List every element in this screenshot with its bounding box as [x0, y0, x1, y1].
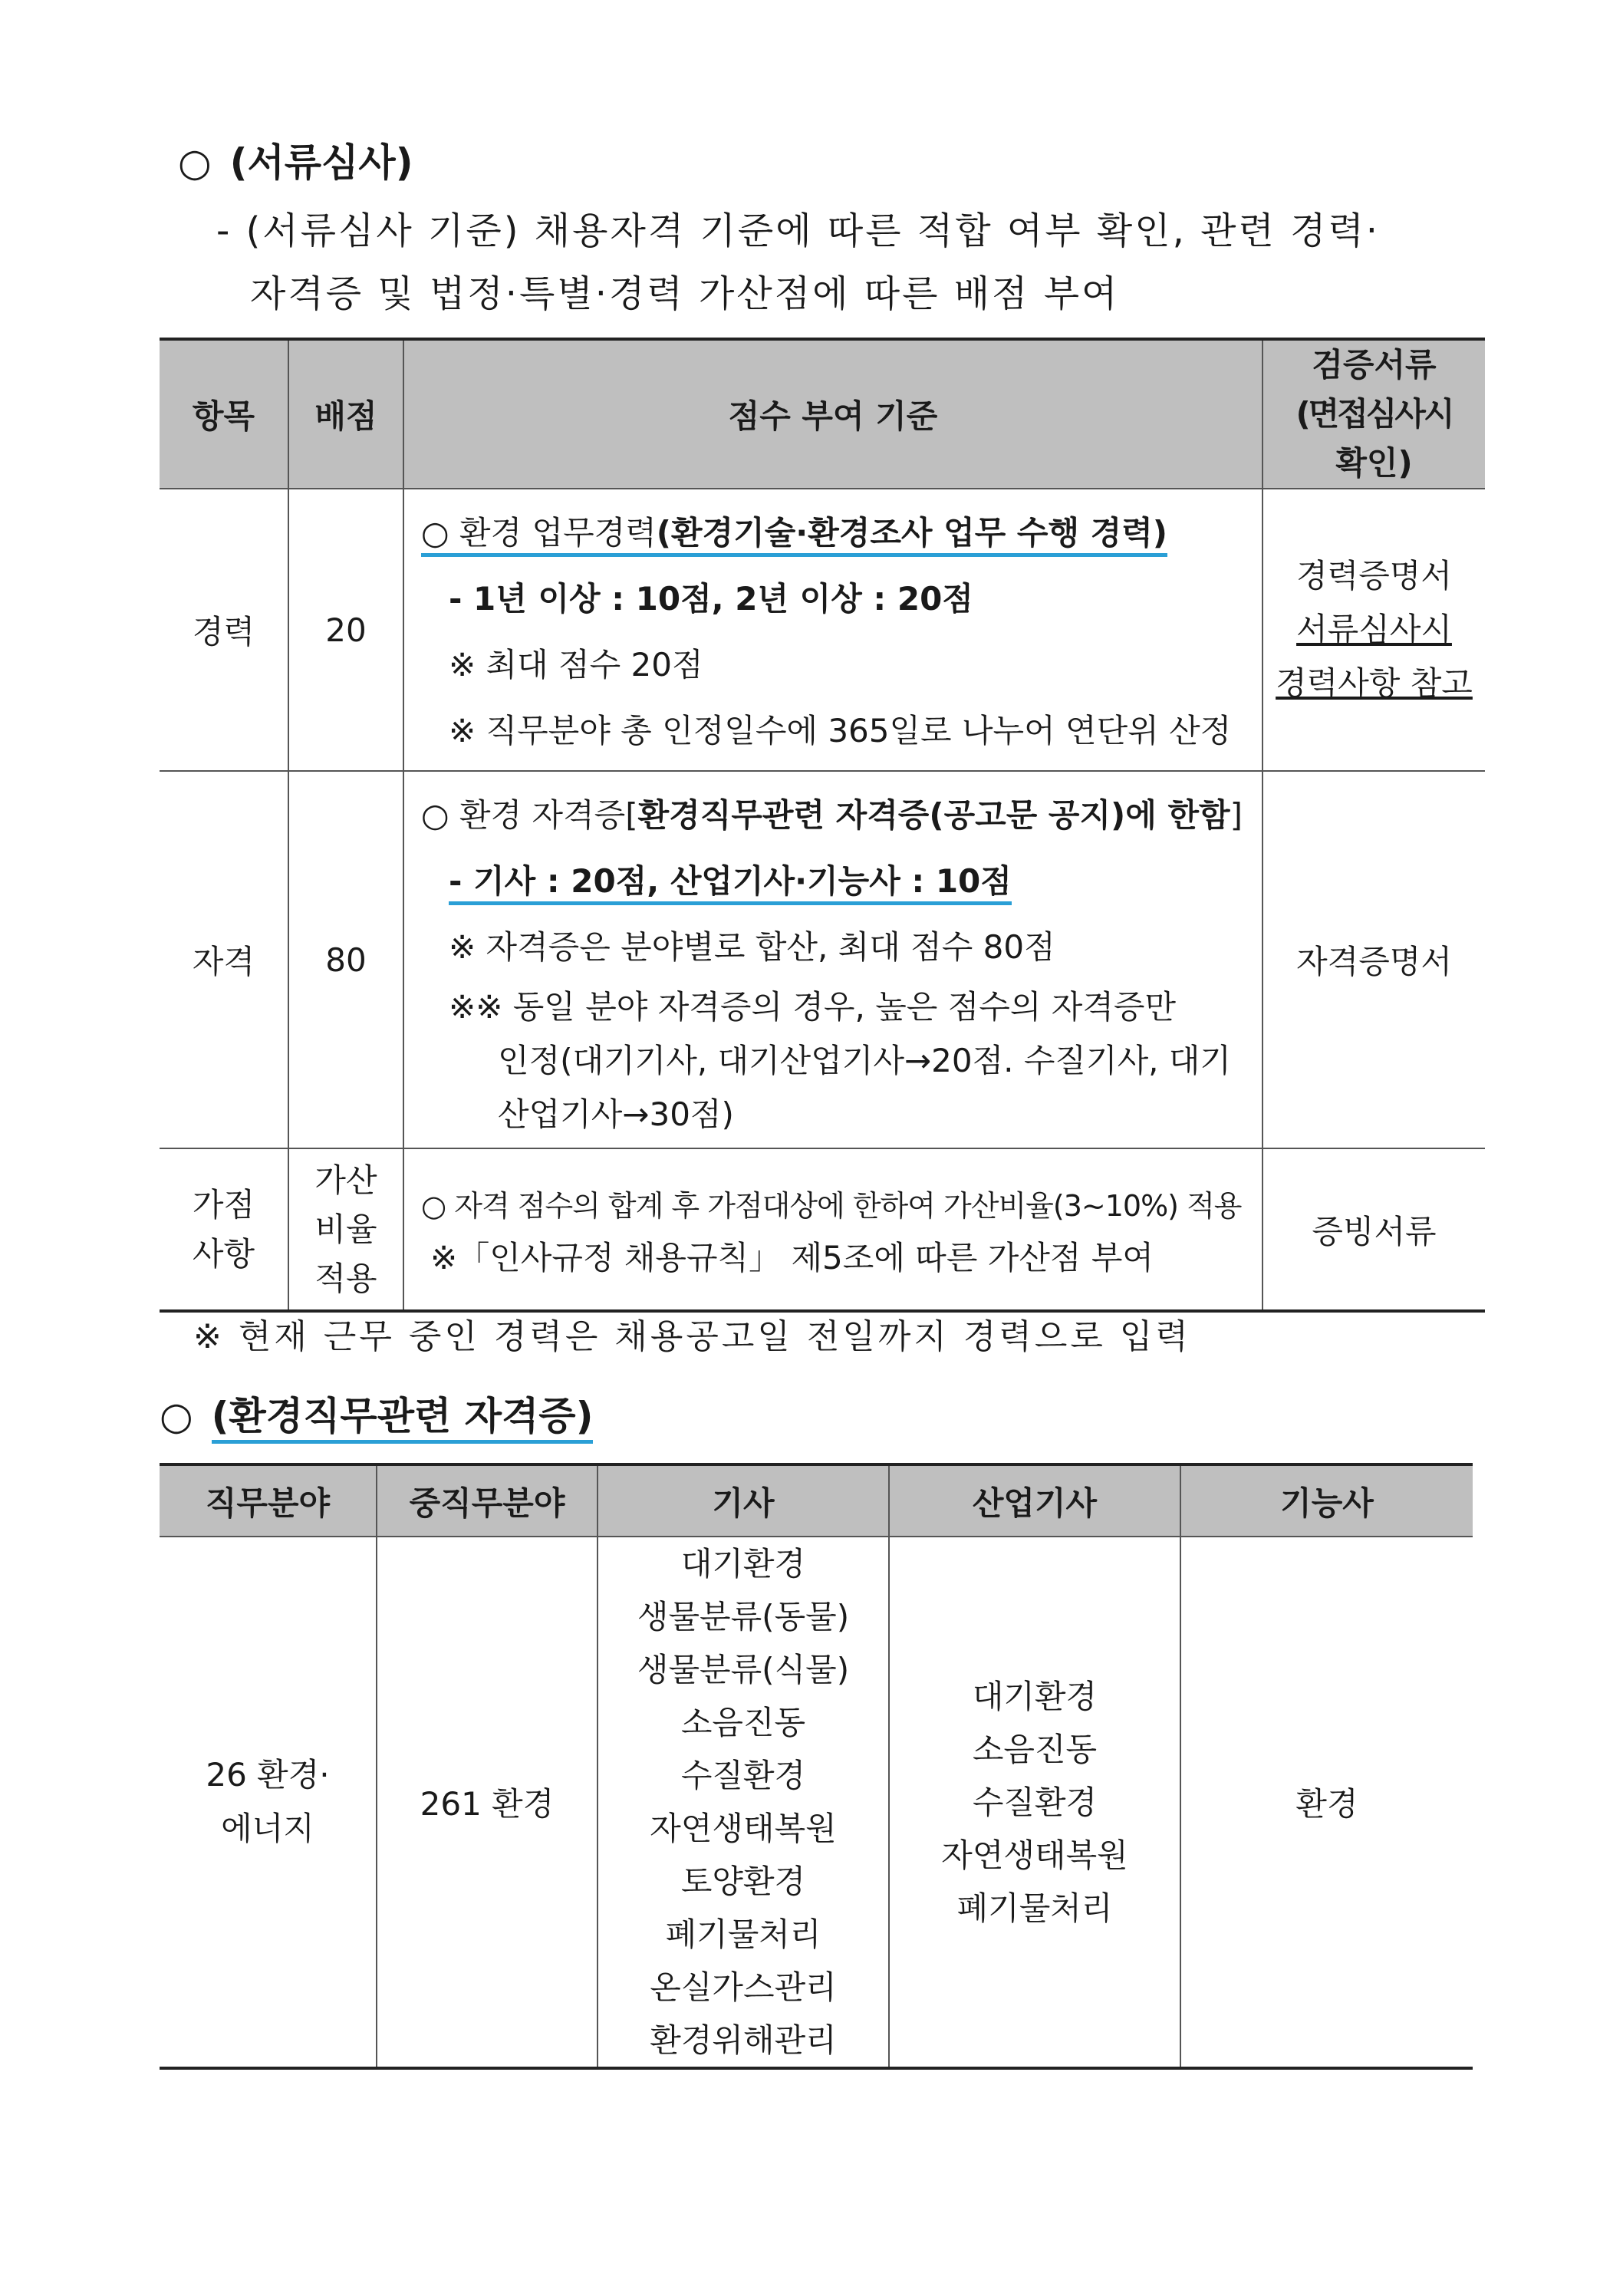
field-line1: 26 환경·	[206, 1756, 330, 1794]
license-criteria-line1	[421, 782, 1249, 848]
license-criteria-prefix: ○ 환경 자격증[	[421, 796, 638, 834]
bonus-docs: 증빙서류	[1263, 1148, 1485, 1311]
license-criteria-line6: 산업기사→30점)	[498, 1095, 734, 1133]
list-item: 대기환경	[972, 1677, 1098, 1715]
industrial-engineer-list	[889, 1537, 1180, 2068]
section2-heading-text: (환경직무관련 자격증)	[212, 1394, 594, 1444]
career-docs-line1: 경력증명서	[1296, 557, 1452, 595]
header-field: 직무분야	[160, 1464, 377, 1537]
list-item: 온실가스관리	[650, 1968, 837, 2006]
bonus-score-line1: 가산	[314, 1161, 377, 1199]
license-criteria-bold: 환경직무관련 자격증(공고문 공지)에 한함	[637, 796, 1230, 834]
list-item: 소음진동	[680, 1704, 806, 1741]
license-table-header-row	[160, 1464, 1473, 1537]
header-subfield: 중직무분야	[377, 1464, 598, 1537]
career-docs-line3: 경력사항 참고	[1276, 664, 1473, 702]
header-criteria: 점수 부여 기준	[403, 339, 1263, 489]
bonus-criteria-line1: ○ 자격 점수의 합계 후 가점대상에 한하여 가산비율(3~10%) 적용	[421, 1188, 1242, 1223]
license-docs: 자격증명서	[1263, 771, 1485, 1148]
bonus-score-line2: 비율	[314, 1210, 377, 1248]
header-docs	[1263, 339, 1485, 489]
list-item: 수질환경	[972, 1783, 1098, 1821]
header-docs-line1: 검증서류	[1312, 346, 1437, 384]
table-row-career	[160, 489, 1485, 771]
field-line2: 에너지	[221, 1810, 314, 1847]
header-score: 배점	[288, 339, 403, 489]
list-item: 수질환경	[680, 1757, 806, 1794]
career-docs	[1263, 489, 1485, 771]
career-criteria-prefix: ○ 환경 업무경력	[421, 514, 657, 552]
list-item: 생물분류(동물)	[637, 1598, 850, 1636]
list-item: 생물분류(식물)	[637, 1651, 850, 1688]
subfield-cell: 261 환경	[377, 1537, 598, 2068]
header-industrial-engineer: 산업기사	[889, 1464, 1180, 1537]
section-heading-document-review	[178, 132, 413, 187]
header-docs-line3: 확인)	[1335, 444, 1413, 482]
list-item: 토양환경	[680, 1863, 806, 1900]
list-item: 소음진동	[972, 1730, 1098, 1768]
bonus-score-line3: 적용	[314, 1259, 377, 1297]
header-item: 항목	[160, 339, 288, 489]
header-docs-line2: (면접심사시	[1295, 395, 1453, 433]
bonus-score	[288, 1148, 403, 1311]
table-row-bonus	[160, 1148, 1485, 1311]
list-item: 대기환경	[680, 1545, 806, 1583]
career-input-note: ※ 현재 근무 중인 경력은 채용공고일 전일까지 경력으로 입력	[193, 1317, 1191, 1356]
career-criteria-line1	[421, 500, 1249, 566]
bonus-criteria-line2: ※「인사규정 채용규칙」 제5조에 따른 가산점 부여	[430, 1238, 1154, 1276]
circle-bullet-icon: ○	[178, 140, 212, 185]
license-criteria-line2	[421, 848, 1249, 914]
list-item: 폐기물처리	[956, 1889, 1113, 1927]
license-item: 자격	[160, 771, 288, 1148]
career-criteria-line3: ※ 최대 점수 20점	[449, 646, 703, 684]
license-table-row	[160, 1537, 1473, 2068]
list-item: 환경위해관리	[650, 2021, 837, 2059]
list-item: 폐기물처리	[665, 1916, 821, 1953]
career-criteria-line4: ※ 직무분야 총 인정일수에 365일로 나누어 연단위 산정	[449, 712, 1232, 749]
review-criteria-line1: - (서류심사 기준) 채용자격 기준에 따른 적합 여부 확인, 관련 경력·	[216, 209, 1381, 252]
career-score: 20	[288, 489, 403, 771]
list-item: 자연생태복원	[650, 1810, 837, 1847]
craftsman-cell: 환경	[1180, 1537, 1473, 2068]
list-item: 자연생태복원	[941, 1836, 1128, 1874]
license-criteria-suffix: ]	[1230, 796, 1243, 834]
bonus-criteria	[403, 1148, 1263, 1311]
scoring-table	[160, 338, 1485, 1313]
circle-bullet-icon: ○	[160, 1394, 193, 1438]
license-list-table	[160, 1463, 1473, 2070]
license-score: 80	[288, 771, 403, 1148]
career-criteria-line2: - 1년 이상 : 10점, 2년 이상 : 20점	[449, 580, 973, 618]
review-criteria-line2: 자격증 및 법정·특별·경력 가산점에 따른 배점 부여	[250, 272, 1120, 315]
bonus-item	[160, 1148, 288, 1311]
table-row-license	[160, 771, 1485, 1148]
section-heading-text: (서류심사)	[229, 140, 413, 185]
engineer-list	[598, 1537, 889, 2068]
career-criteria-bold: (환경기술·환경조사 업무 수행 경력)	[656, 514, 1168, 552]
license-criteria-line3: ※ 자격증은 분야별로 합산, 최대 점수 80점	[449, 928, 1055, 966]
license-criteria-line4: ※※ 동일 분야 자격증의 경우, 높은 점수의 자격증만	[449, 988, 1177, 1026]
license-criteria-line5: 인정(대기기사, 대기산업기사→20점. 수질기사, 대기	[498, 1042, 1231, 1079]
bonus-item-line1: 가점	[192, 1185, 255, 1224]
bonus-item-line2: 사항	[192, 1234, 255, 1273]
table-header-row	[160, 339, 1485, 489]
header-craftsman: 기능사	[1180, 1464, 1473, 1537]
section-heading-license-list	[160, 1385, 593, 1441]
career-criteria	[403, 489, 1263, 771]
career-docs-line2: 서류심사시	[1296, 611, 1452, 648]
header-engineer: 기사	[598, 1464, 889, 1537]
license-criteria-points: - 기사 : 20점, 산업기사·기능사 : 10점	[449, 862, 1012, 905]
field-cell	[160, 1537, 377, 2068]
career-item: 경력	[160, 489, 288, 771]
license-criteria	[403, 771, 1263, 1148]
